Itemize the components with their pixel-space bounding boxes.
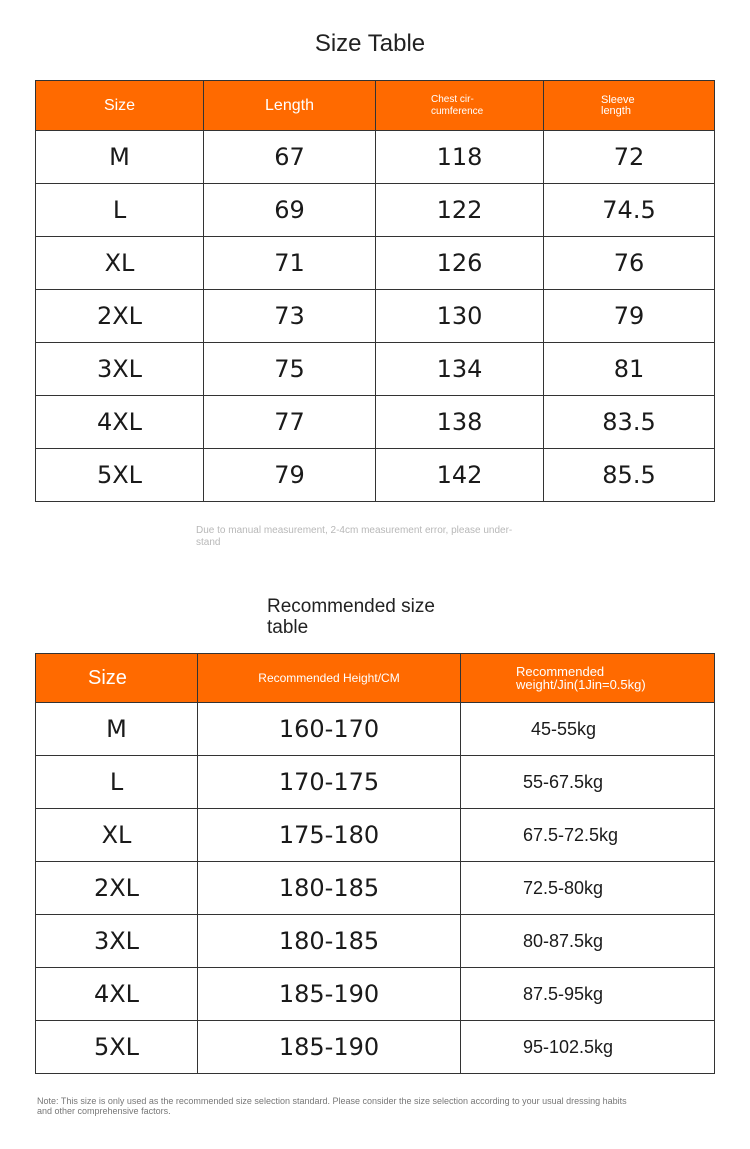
- cell-rec-size: 3XL: [36, 915, 198, 968]
- cell-size: XL: [36, 237, 204, 290]
- header-chest: [376, 81, 544, 131]
- table-row: [36, 968, 715, 1021]
- size-selection-note-line2: and other comprehensive factors.: [37, 1106, 171, 1116]
- cell-sleeve: 81: [544, 343, 715, 396]
- cell-rec-weight: 67.5-72.5kg: [461, 809, 715, 862]
- cell-rec-weight: 45-55kg: [461, 703, 715, 756]
- header-sleeve: [544, 81, 715, 131]
- cell-rec-height: 180-185: [198, 915, 461, 968]
- table-row: [36, 131, 715, 184]
- recommended-table-title: [267, 596, 487, 638]
- table-row: [36, 449, 715, 502]
- cell-rec-height: 175-180: [198, 809, 461, 862]
- header-sleeve-line2: length: [601, 104, 631, 117]
- header-chest-line2: cumference: [431, 105, 484, 117]
- cell-chest: 118: [376, 131, 544, 184]
- cell-sleeve: 76: [544, 237, 715, 290]
- cell-size: 3XL: [36, 343, 204, 396]
- cell-sleeve: 72: [544, 131, 715, 184]
- cell-rec-weight: 55-67.5kg: [461, 756, 715, 809]
- cell-rec-size: L: [36, 756, 198, 809]
- table-row: [36, 237, 715, 290]
- cell-length: 71: [204, 237, 376, 290]
- cell-rec-weight: 87.5-95kg: [461, 968, 715, 1021]
- cell-length: 67: [204, 131, 376, 184]
- measurement-note-line1: Due to manual measurement, 2-4cm measurement error, please under-: [196, 525, 513, 536]
- cell-sleeve: 79: [544, 290, 715, 343]
- table-row: [36, 343, 715, 396]
- header-sleeve-line1: Sleeve: [601, 93, 635, 106]
- size-table-header-row: [36, 81, 715, 131]
- cell-chest: 142: [376, 449, 544, 502]
- table-row: [36, 396, 715, 449]
- header-rec-height: Recommended Height/CM: [198, 654, 461, 703]
- size-selection-note: [37, 1096, 747, 1116]
- header-rec-size: Size: [36, 654, 198, 703]
- recommended-header-row: [36, 654, 715, 703]
- cell-chest: 122: [376, 184, 544, 237]
- cell-chest: 138: [376, 396, 544, 449]
- cell-chest: 134: [376, 343, 544, 396]
- cell-rec-size: 2XL: [36, 862, 198, 915]
- cell-rec-weight: 80-87.5kg: [461, 915, 715, 968]
- cell-rec-height: 160-170: [198, 703, 461, 756]
- header-rec-weight-line2: weight/Jin(1Jin=0.5kg): [516, 677, 646, 692]
- table-row: [36, 1021, 715, 1074]
- size-selection-note-line1: Note: This size is only used as the recommended size selection standard. Please consider the size selection according to your usual dressing habits: [37, 1096, 627, 1106]
- cell-length: 73: [204, 290, 376, 343]
- cell-size: 5XL: [36, 449, 204, 502]
- cell-size: 4XL: [36, 396, 204, 449]
- size-table: [35, 80, 715, 502]
- table-row: [36, 809, 715, 862]
- table-row: [36, 703, 715, 756]
- header-rec-weight-line1: Recommended: [516, 664, 605, 679]
- measurement-note: [196, 525, 556, 549]
- header-size: Size: [36, 81, 204, 131]
- cell-rec-height: 185-190: [198, 1021, 461, 1074]
- header-chest-line1: Chest cir-: [431, 93, 474, 105]
- cell-length: 75: [204, 343, 376, 396]
- table-row: [36, 756, 715, 809]
- table-row: [36, 862, 715, 915]
- recommended-size-table: [35, 653, 715, 1074]
- cell-rec-size: 5XL: [36, 1021, 198, 1074]
- measurement-note-line2: stand: [196, 537, 221, 548]
- cell-rec-size: XL: [36, 809, 198, 862]
- cell-rec-weight: 95-102.5kg: [461, 1021, 715, 1074]
- cell-length: 69: [204, 184, 376, 237]
- size-table-title: Size Table: [314, 30, 426, 57]
- table-row: [36, 184, 715, 237]
- cell-rec-size: 4XL: [36, 968, 198, 1021]
- cell-size: 2XL: [36, 290, 204, 343]
- cell-length: 79: [204, 449, 376, 502]
- cell-rec-height: 185-190: [198, 968, 461, 1021]
- cell-chest: 126: [376, 237, 544, 290]
- recommended-title-line2: table: [267, 617, 309, 638]
- cell-rec-weight: 72.5-80kg: [461, 862, 715, 915]
- cell-sleeve: 85.5: [544, 449, 715, 502]
- cell-rec-height: 180-185: [198, 862, 461, 915]
- cell-length: 77: [204, 396, 376, 449]
- recommended-title-line1: Recommended size: [267, 596, 435, 617]
- table-row: [36, 290, 715, 343]
- header-length: Length: [204, 81, 376, 131]
- cell-sleeve: 83.5: [544, 396, 715, 449]
- header-rec-weight: [461, 654, 715, 703]
- cell-rec-size: M: [36, 703, 198, 756]
- table-row: [36, 915, 715, 968]
- cell-size: M: [36, 131, 204, 184]
- cell-chest: 130: [376, 290, 544, 343]
- cell-size: L: [36, 184, 204, 237]
- cell-rec-height: 170-175: [198, 756, 461, 809]
- cell-sleeve: 74.5: [544, 184, 715, 237]
